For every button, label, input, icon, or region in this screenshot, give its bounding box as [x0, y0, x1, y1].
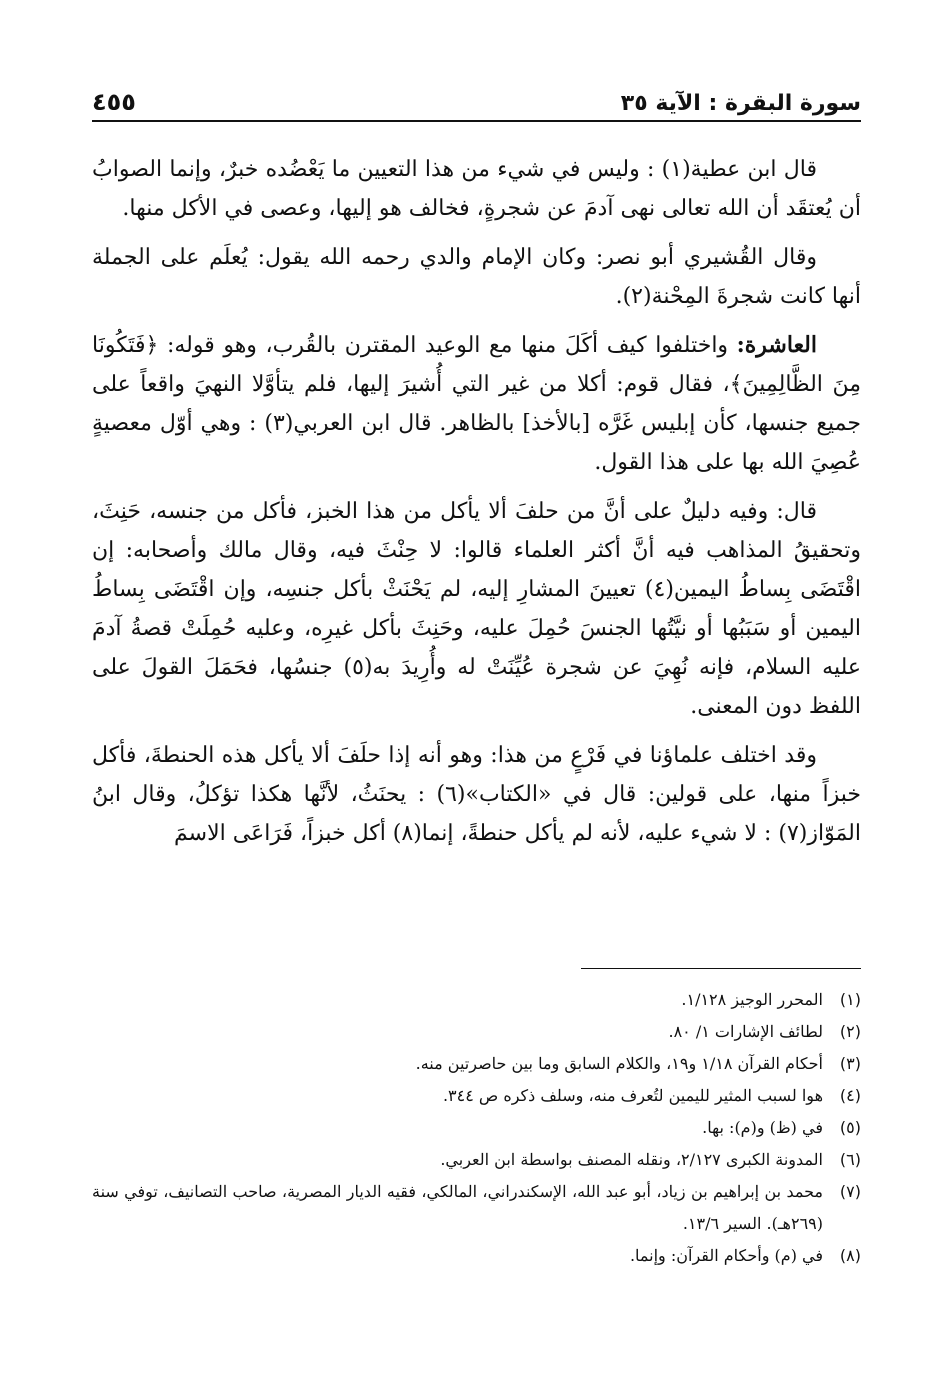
footnote: (٢) لطائف الإشارات ١/ ٨٠. — [668, 1022, 861, 1041]
page-header — [92, 80, 861, 122]
footnote: (٨) في (م) وأحكام القرآن: وإنما. — [629, 1246, 861, 1265]
paragraph: العاشرة: واختلفوا كيف أكَلَ منها مع الوعيد المقترن بالقُرب، وهو قوله: ﴿فَتَكُونَا مِنَ الظَّالِمِينَ﴾، فقال قوم: أكلا من غير التي أُشيرَ إليها، فلم يتأوَّلا النهيَ واقعاً على جميع جنسها، كأن إبليس غَرَّه [بالأخذ] بالظاهر. قال ابن العربي(٣) : وهي أوّل معصيةٍ عُصِيَ الله بها على هذا القول. — [92, 332, 861, 475]
footnote: (٣) أحكام القرآن ١/١٨ و١٩، والكلام السابق وما بين حاصرتين منه. — [415, 1054, 861, 1073]
main-text — [92, 150, 861, 863]
footnote-divider — [581, 968, 861, 969]
footnote: (١) المحرر الوجيز ١/١٢٨. — [681, 990, 861, 1009]
page-number: ٤٥٥ — [92, 88, 136, 116]
paragraph: قال ابن عطية(١) : وليس في شيء من هذا التعيين ما يَعْضُده خبرٌ، وإنما الصوابُ أن يُعتقَد أن الله تعالى نهى آدمَ عن شجرةٍ، فخالف هو إليها، وعصى في الأكل منها. — [92, 157, 861, 221]
section-lead: العاشرة: — [736, 332, 817, 358]
running-title: سورة البقرة : الآية ٣٥ — [620, 91, 861, 116]
paragraph: وقال القُشيري أبو نصر: وكان الإمام والدي رحمه الله يقول: يُعلَم على الجملة أنها كانت شجرةَ المِحْنة(٢). — [92, 245, 861, 309]
footnotes — [92, 984, 861, 1272]
paragraph: وقد اختلف علماؤنا في فَرْعٍ من هذا: وهو أنه إذا حلَفَ ألا يأكل هذه الحنطةَ، فأكل خبزاً منها، على قولين: قال في «الكتاب»(٦) : يحنَثُ، لأنَّها هكذا تؤكلُ، وقال ابنُ المَوّاز(٧) : لا شيء عليه، لأنه لم يأكل حنطةً، إنما(٨) أكل خبزاً، فَرَاعَى الاسمَ — [92, 743, 861, 846]
paragraph: قال: وفيه دليلٌ على أنَّ من حلفَ ألا يأكل من هذا الخبز، فأكل من جنسه، حَنِثَ، وتحقيقُ المذاهب فيه أنَّ أكثر العلماء قالوا: لا حِنْثَ فيه، وقال مالك وأصحابه: إن اقْتَضَى بِساطُ اليمين(٤) تعيينَ المشارِ إليه، لم يَحْنَثْ بأكل جنسِه، وإن اقْتَضَى بِساطُ اليمين أو سَبَبُها أو نيَّتُها الجنسَ حُمِلَ عليه، وحَنِثَ بأكل غيرِه، وعليه حُمِلَتْ قصةُ آدمَ عليه السلام، فإنه نُهِيَ عن شجرة عُيِّنَتْ له وأُرِيدَ به(٥) جنسُها، فحَمَلَ القولَ على اللفظ دون المعنى. — [92, 499, 861, 719]
footnote: (٦) المدونة الكبرى ٢/١٢٧، ونقله المصنف بواسطة ابن العربي. — [440, 1150, 861, 1169]
footnote: (٤) هوا لسبب المثير لليمين لتُعرف منه، وسلف ذكره ص ٣٤٤. — [442, 1086, 861, 1105]
footnote: (٥) في (ظ) و(م): بها. — [702, 1118, 861, 1137]
footnote: (٧) محمد بن إبراهيم بن زياد، أبو عبد الله، الإسكندراني، المالكي، فقيه الديار المصرية، صاحب التصانيف، توفي سنة (٢٦٩هـ). السير ١٣/٦. — [92, 1182, 861, 1233]
